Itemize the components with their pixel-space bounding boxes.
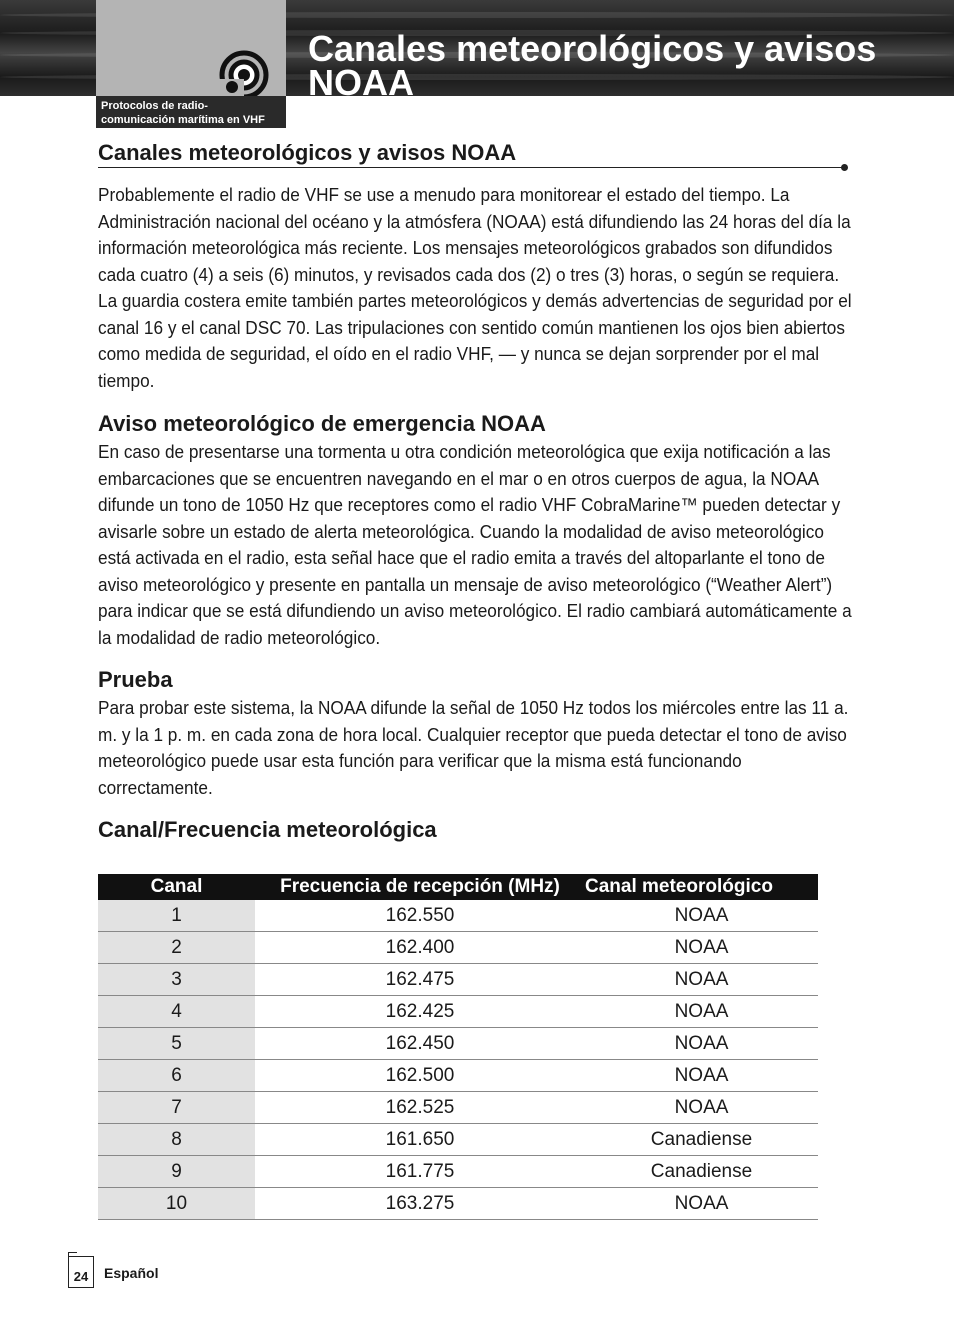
table-row	[98, 1060, 818, 1092]
section-title: Canales meteorológicos y avisos NOAA	[98, 140, 517, 165]
table-row	[98, 964, 818, 996]
cell-weather-channel: Canadiense	[585, 1124, 818, 1156]
table-header-row	[98, 874, 818, 900]
cell-frequency: 163.275	[255, 1188, 585, 1220]
cell-frequency: 162.500	[255, 1060, 585, 1092]
cell-canal: 10	[98, 1188, 255, 1220]
column-header-frequency: Frecuencia de recepción (MHz)	[255, 874, 585, 900]
column-header-canal: Canal	[98, 874, 255, 900]
cell-weather-channel: Canadiense	[585, 1156, 818, 1188]
table-row	[98, 900, 818, 932]
alert-heading: Aviso meteorológico de emergencia NOAA	[98, 411, 546, 436]
tab-label-line2: comunicación marítima en VHF	[101, 114, 265, 126]
cell-canal: 5	[98, 1028, 255, 1060]
cell-frequency: 162.450	[255, 1028, 585, 1060]
cell-frequency: 162.425	[255, 996, 585, 1028]
table-row	[98, 1028, 818, 1060]
cell-frequency: 162.475	[255, 964, 585, 996]
cell-weather-channel: NOAA	[585, 1092, 818, 1124]
column-header-weather-channel: Canal meteorológico	[585, 874, 818, 900]
cell-frequency: 162.525	[255, 1092, 585, 1124]
cell-canal: 7	[98, 1092, 255, 1124]
cell-canal: 2	[98, 932, 255, 964]
cell-canal: 8	[98, 1124, 255, 1156]
footer-language: Español	[104, 1265, 159, 1281]
cell-frequency: 162.550	[255, 900, 585, 932]
intro-paragraph: Probablemente el radio de VHF se use a menudo para monitorear el estado del tiempo. La Administración nacional del océano y la atmósfera (NOAA) está difundiendo las 24 horas del día la información meteorológica más reciente. Los mensajes meteorológicos grabados son difundidos cada cuatro (4) a seis (6) minutos, y revisados cada dos (2) o tres (3) horas, o según se requiera. La guardia costera emite también partes meteorológicos y demás advertencias de seguridad por el canal 16 y el canal DSC 70. Las tripulaciones con sentido común mantienen los ojos bien abiertos como medida de seguridad, el oído en el radio VHF, — y nunca se dejan sorprender por el mal tiempo.	[98, 184, 852, 391]
test-heading: Prueba	[98, 667, 173, 692]
radio-waves-icon	[218, 45, 274, 101]
table-row	[98, 996, 818, 1028]
table-heading: Canal/Frecuencia meteorológica	[98, 817, 437, 842]
tab-label-line1: Protocolos de radio-	[101, 100, 208, 112]
page-title: Canales meteorológicos y avisos NOAA	[308, 28, 877, 103]
table-row	[98, 1124, 818, 1156]
table-row	[98, 1188, 818, 1220]
main-content	[98, 140, 858, 845]
cell-frequency: 161.650	[255, 1124, 585, 1156]
table-row	[98, 932, 818, 964]
divider-dot	[841, 164, 848, 171]
table-row	[98, 1156, 818, 1188]
cell-frequency: 162.400	[255, 932, 585, 964]
cell-canal: 4	[98, 996, 255, 1028]
cell-canal: 3	[98, 964, 255, 996]
page-number: 24	[68, 1256, 94, 1288]
cell-weather-channel: NOAA	[585, 1060, 818, 1092]
table-row	[98, 1092, 818, 1124]
cell-canal: 9	[98, 1156, 255, 1188]
cell-weather-channel: NOAA	[585, 1188, 818, 1220]
cell-canal: 6	[98, 1060, 255, 1092]
alert-paragraph: En caso de presentarse una tormenta u otra condición meteorológica que exija notificación a las embarcaciones que se encuentren navegando en el mar o en otros cuerpos de agua, la NOAA difunde un tono de 1050 Hz que receptores como el radio VHF CobraMarine™ pueden detectar y avisarle sobre un estado de alerta meteorológica. Cuando la modalidad de aviso meteorológico está activada en el radio, esta señal hace que el radio emita a través del altoparlante el tono de aviso meteorológico y presente en pantalla un mensaje de aviso meteorológico (“Weather Alert”) para indicar que se está difundiendo un aviso meteorológico. El radio cambiará automáticamente a la modalidad de radio meteorológico.	[98, 441, 852, 648]
frequency-table	[98, 874, 818, 1220]
cell-weather-channel: NOAA	[585, 1028, 818, 1060]
section-tab	[96, 0, 286, 128]
cell-canal: 1	[98, 900, 255, 932]
cell-frequency: 161.775	[255, 1156, 585, 1188]
section-divider	[98, 167, 844, 168]
cell-weather-channel: NOAA	[585, 932, 818, 964]
cell-weather-channel: NOAA	[585, 964, 818, 996]
cell-weather-channel: NOAA	[585, 996, 818, 1028]
cell-weather-channel: NOAA	[585, 900, 818, 932]
test-paragraph: Para probar este sistema, la NOAA difunde la señal de 1050 Hz todos los miércoles entre las 11 a. m. y la 1 p. m. en cada zona de hora local. Cualquier receptor que pueda detectar el tono de aviso meteorológico puede usar esta función para verificar que la misma está funcionando correctamente.	[98, 697, 849, 798]
tab-label	[96, 96, 286, 128]
